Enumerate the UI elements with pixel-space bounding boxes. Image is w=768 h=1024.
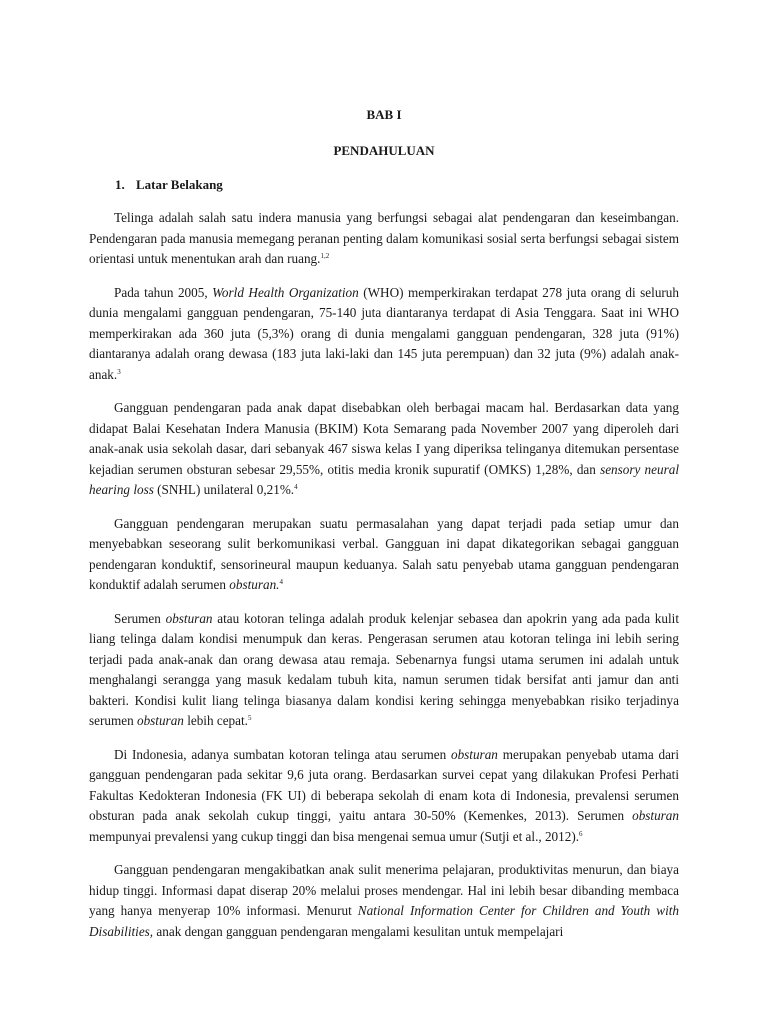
section-title: Latar Belakang [136,177,223,192]
italic-term: sensory neural hearing loss [89,461,679,497]
paragraph-7 [89,860,679,942]
paragraph-1-text: Telinga adalah salah satu indera manusia yang berfungsi sebagai alat pendengaran dan keseimbangan. Pendengaran pada manusia memegang peranan penting dalam komunikasi sosial serta berfungsi sebagai sistem orientasi untuk menentukan arah dan ruang. [89,210,679,266]
text-run: anak dengan gangguan pendengaran mengalami kesulitan untuk mempelajari [153,923,564,939]
text-run: merupakan penyebab utama dari gangguan pendengaran pada sekitar 9,6 juta orang. Berdasarkan survei cepat yang dilakukan Profesi Perhati Fakultas Kedokteran Indonesia (FK UI) di beberapa sekolah di enam kota di Indonesia, prevalensi serumen obsturan pada anak sekolah cukup tinggi, yaitu antara 30-50% (Kemenkes, 2013). Serumen [89,746,679,823]
body-text [89,208,679,942]
text-run: Di Indonesia, adanya sumbatan kotoran telinga atau serumen [114,746,451,762]
italic-term: obsturan [165,610,213,626]
chapter-heading: BAB I [366,107,402,122]
italic-term: World Health Organization [212,284,359,300]
text-run: atau kotoran telinga adalah produk kelenjar sebasea dan apokrin yang ada pada kulit liang telinga dalam kondisi menumpuk dan keras. Pengerasan serumen atau kotoran telinga ini lebih sering terjadi pada anak-anak dan orang dewasa atau remaja. Sebenarnya fungsi utama serumen ini adalah untuk menghalangi serangga yang masuk kedalam tubuh kita, namun serumen tidak bersifat anti jamur dan anti bakteri. Kondisi kulit liang telinga biasanya dalam kondisi kering sehingga menyebabkan risiko terjadinya serumen [89,610,679,728]
citation: 4 [279,578,283,586]
citation: 4 [294,483,298,491]
italic-term: obsturan [136,713,184,728]
citation: 3 [117,367,121,376]
italic-term: National Information Center for Children and Youth with Disabilities, [89,903,680,939]
italic-term: obsturan [450,746,498,762]
text-run: Gangguan pendengaran merupakan suatu permasalahan yang dapat terjadi pada setiap umur dan menyebabkan seseorang sulit berkomunikasi verbal. Gangguan ini dapat dikategorikan sebagai gangguan pendengaran konduktif, sensorineural maupun keduanya. Salah satu penyebab utama gangguan pendengaran konduktif adalah serumen [89,515,679,592]
section-heading [115,177,223,193]
paragraph-6 [89,745,679,848]
section-number: 1. [115,177,125,192]
paragraph-4 [89,514,679,596]
text-run: Serumen [114,610,166,626]
paragraph-2 [89,283,679,386]
citation: 5 [247,714,252,722]
text-run: (SNHL) unilateral 0,21%. [153,482,295,497]
paragraph-3 [89,398,679,501]
paragraph-1 [89,208,679,270]
text-run: Gangguan pendengaran pada anak dapat disebabkan oleh berbagai macam hal. Berdasarkan data yang didapat Balai Kesehatan Indera Manusia (BKIM) Kota Semarang pada November 2007 yang diperoleh dari anak-anak usia sekolah dasar, dari sebanyak 467 siswa kelas I yang diperiksa telinganya ditemukan persentase kejadian serumen obsturan sebesar 29,55%, otitis media kronik supuratif (OMKS) 1,28%, dan [89,400,679,477]
chapter-title: PENDAHULUAN [333,143,435,158]
text-run: mempunyai prevalensi yang cukup tinggi dan bisa mengenai semua umur (Sutji et al., 2012). [89,828,580,844]
italic-term: obsturan. [229,577,280,592]
citation: 1,2 [320,252,330,260]
text-run: Pada tahun 2005, [114,284,213,300]
text-run: Gangguan pendengaran mengakibatkan anak sulit menerima pelajaran, produktivitas menurun, dan biaya hidup tinggi. Informasi dapat diserap 20% melalui proses mendengar. Hal ini lebih besar dibanding membaca yang hanya menyerap 10% informasi. Menurut [89,862,679,918]
paragraph-5 [89,609,679,732]
text-run: (WHO) memperkirakan terdapat 278 juta orang di seluruh dunia mengalami gangguan pendengaran, 75-140 juta diantaranya terdapat di Asia Tenggara. Saat ini WHO memperkirakan ada 360 juta (5,3%) orang di dunia mengalami gangguan pendengaran, 328 juta (91%) diantaranya adalah orang dewasa (183 juta laki-laki dan 145 juta perempuan) dan 32 juta (9%) adalah anak-anak. [89,284,679,382]
italic-term: obsturan [632,808,679,823]
citation: 6 [579,829,583,838]
text-run: lebih cepat. [183,713,248,728]
